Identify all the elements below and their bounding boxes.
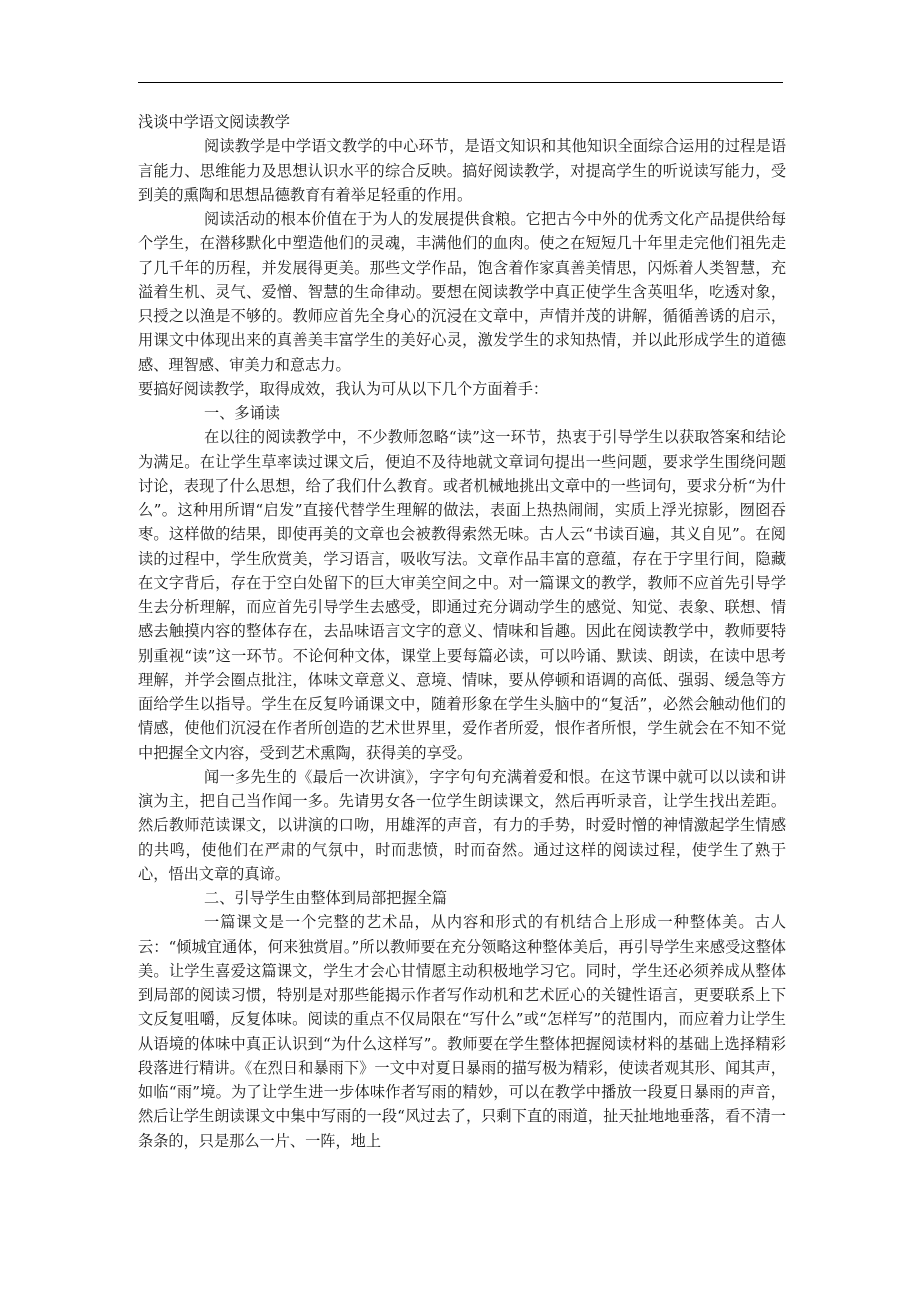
paragraph-approach-lead: 要搞好阅读教学，取得成效，我认为可从以下几个方面着手： xyxy=(138,379,549,398)
paragraph-whole-to-part: 一篇课文是一个完整的艺术品，从内容和形式的有机结合上形成一种整体美。古人云：“倾城宜通体，何来独赏眉。”所以教师要在充分领略这种整体美后，再引导学生来感受这整体美。让学生喜爱这篇课文，学生才会心甘情愿主动积极地学习它。同时，学生还必须养成从整体到局部的阅读习惯，特别是对那些能揭示作者写作动机和艺术匠心的关键性语言，更要联系上下文反复咀嚼，反复体味。阅读的重点不仅局限在“写什么”或“怎样写”的范围内，而应着力让学生从语境的体味中真正认识到“为什么这样写”。教师要在学生整体把握阅读材料的基础上选择精彩段落进行精讲。《在烈日和暴雨下》一文中对夏日暴雨的描写极为精彩，使读者观其形、闻其声，如临“雨”境。为了让学生进一步体味作者写雨的精妙，可以在教学中播放一段夏日暴雨的声音，然后让学生朗读课文中集中写雨的一段“风过去了，只剩下直的雨道，扯天扯地地垂落，看不清一条条的，只是那么一片、一阵，地上 xyxy=(138,913,786,1150)
header-rule xyxy=(138,82,783,83)
paragraph-recitation: 在以往的阅读教学中，不少教师忽略“读”这一环节，热衷于引导学生以获取答案和结论为满足。在让学生草率读过课文后，便迫不及待地就文章词句提出一些问题，要求学生围绕问题讨论，表现了什么思想，给了我们什么教育。或者机械地挑出文章中的一些词句，要求分析“为什么”。这种用所谓“启发”直接代替学生理解的做法，表面上热热闹闹，实质上浮光掠影，囫囵吞枣。这样做的结果，即使再美的文章也会被教得索然无味。古人云“书读百遍，其义自见”。在阅读的过程中，学生欣赏美，学习语言，吸收写法。文章作品丰富的意蕴，存在于字里行间，隐藏在文字背后，存在于空白处留下的巨大审美空间之中。对一篇课文的教学，教师不应首先引导学生去分析理解，而应首先引导学生去感受，即通过充分调动学生的感觉、知觉、表象、联想、情感去触摸内容的整体存在，去品味语言文字的意义、情味和旨趣。因此在阅读教学中，教师要特别重视“读”这一环节。不论何种文体，课堂上要每篇必读，可以吟诵、默读、朗读，在读中思考理解，并学会圈点批注，体味文章意义、意境、情味，要从停顿和语调的高低、强弱、缓急等方面给学生以指导。学生在反复吟诵课文中，随着形象在学生头脑中的“复活”，必然会触动他们的情感，使他们沉浸在作者所创造的艺术世界里，爱作者所爱，恨作者所恨，学生就会在不知不觉中把握全文内容，受到艺术熏陶，获得美的享受。 xyxy=(138,428,786,762)
document-title: 浅谈中学语文阅读教学 xyxy=(138,113,290,131)
paragraph-example-wen-yiduo: 闻一多先生的《最后一次讲演》，字字句句充满着爱和恨。在这节课中就可以以读和讲演为主，把自己当作闻一多。先请男女各一位学生朗读课文，然后再听录音，让学生找出差距。然后教师范读课文，以讲演的口吻，用雄浑的声音，有力的手势，时爱时憎的神情激起学生情感的共鸣，使他们在严肃的气氛中，时而悲愤，时而奋然。通过这样的阅读过程，使学生了熟于心，悟出文章的真谛。 xyxy=(138,767,786,883)
section-heading-2: 二、引导学生由整体到局部把握全篇 xyxy=(204,889,447,907)
paragraph-value-of-reading: 阅读活动的根本价值在于为人的发展提供食粮。它把古今中外的优秀文化产品提供给每个学生，在潜移默化中塑造他们的灵魂，丰满他们的血肉。使之在短短几十年里走完他们祖先走了几千年的历程，并发展得更美。那些文学作品，饱含着作家真善美情思，闪烁着人类智慧，充溢着生机、灵气、爱憎、智慧的生命律动。要想在阅读教学中真正使学生含英咀华，吃透对象，只授之以渔是不够的。教师应首先全身心的沉浸在文章中，声情并茂的讲解，循循善诱的启示，用课文中体现出来的真善美丰富学生的美好心灵，激发学生的求知热情，并以此形成学生的道德感、理智感、审美力和意志力。 xyxy=(138,210,786,374)
document-body xyxy=(138,110,786,1153)
paragraph-intro: 阅读教学是中学语文教学的中心环节，是语文知识和其他知识全面综合运用的过程是语言能力、思维能力及思想认识水平的综合反映。搞好阅读教学，对提高学生的听说读写能力，受到美的熏陶和思想品德教育有着举足轻重的作用。 xyxy=(138,137,786,204)
section-heading-1: 一、多诵读 xyxy=(204,404,280,422)
